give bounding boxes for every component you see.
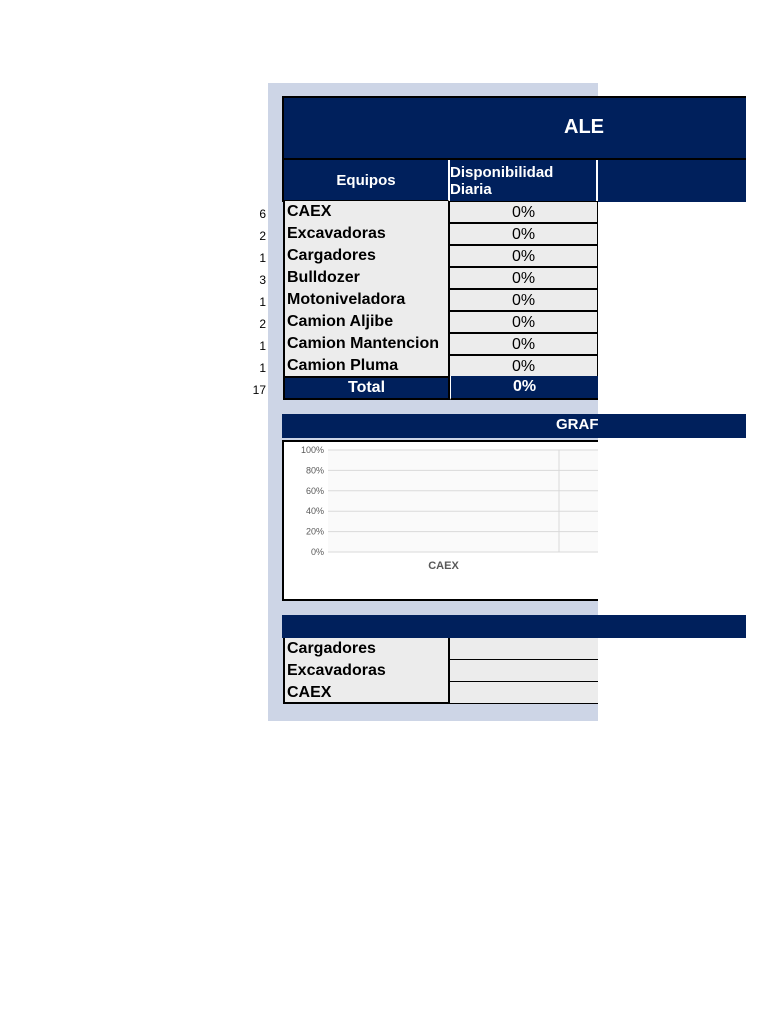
row-count: 1 xyxy=(259,251,266,265)
section3-value[interactable] xyxy=(450,682,598,704)
availability-value[interactable]: 0% xyxy=(450,311,598,333)
availability-value[interactable]: 0% xyxy=(450,289,598,311)
row-count: 1 xyxy=(259,361,266,375)
availability-value[interactable]: 0% xyxy=(450,223,598,245)
row-count: 2 xyxy=(259,317,266,331)
x-tick-label: CAEX xyxy=(428,560,459,572)
availability-value[interactable]: 0% xyxy=(450,245,598,267)
equipment-name: Cargadores xyxy=(283,245,450,267)
section3-name: Cargadores xyxy=(283,638,450,660)
row-count: 3 xyxy=(259,273,266,287)
section3-name: Excavadoras xyxy=(283,660,450,682)
section3-value[interactable] xyxy=(450,660,598,682)
row-count: 6 xyxy=(259,207,266,221)
header-equipos: Equipos xyxy=(282,160,450,202)
y-tick-label: 40% xyxy=(305,506,324,517)
equipment-name: Excavadoras xyxy=(283,223,450,245)
plot-area xyxy=(328,450,598,552)
row-count: 2 xyxy=(259,229,266,243)
equipment-name: Camion Pluma xyxy=(283,355,450,377)
y-tick-label: 100% xyxy=(300,445,324,455)
y-tick-label: 60% xyxy=(305,485,324,496)
availability-value[interactable]: 0% xyxy=(450,201,598,223)
equipment-name: Bulldozer xyxy=(283,267,450,289)
section3-value[interactable] xyxy=(450,638,598,660)
y-tick-label: 0% xyxy=(310,547,324,557)
chart-svg xyxy=(284,442,598,601)
availability-value[interactable]: 0% xyxy=(450,267,598,289)
report-title: ALE xyxy=(564,116,604,138)
section3-header xyxy=(282,615,746,638)
chart-section-title-text: GRAF xyxy=(556,416,599,433)
equipment-name: Camion Mantencion xyxy=(283,333,450,355)
total-label: Total xyxy=(283,376,450,400)
availability-value[interactable]: 0% xyxy=(450,333,598,355)
availability-value[interactable]: 0% xyxy=(450,355,598,377)
equipment-name: Camion Aljibe xyxy=(283,311,450,333)
row-count: 1 xyxy=(259,295,266,309)
total-count: 17 xyxy=(252,383,266,397)
equipment-name: CAEX xyxy=(283,201,450,223)
row-count: 1 xyxy=(259,339,266,353)
header-disponibilidad: Disponibilidad Diaria xyxy=(450,160,598,202)
total-value: 0% xyxy=(450,376,598,400)
y-tick-label: 80% xyxy=(305,465,324,476)
availability-chart xyxy=(282,440,598,601)
header-filler xyxy=(598,160,746,202)
report-title-bar xyxy=(282,96,746,160)
y-tick-label: 20% xyxy=(305,526,324,537)
section3-name: CAEX xyxy=(283,682,450,704)
equipment-name: Motoniveladora xyxy=(283,289,450,311)
chart-section-title xyxy=(282,414,746,438)
